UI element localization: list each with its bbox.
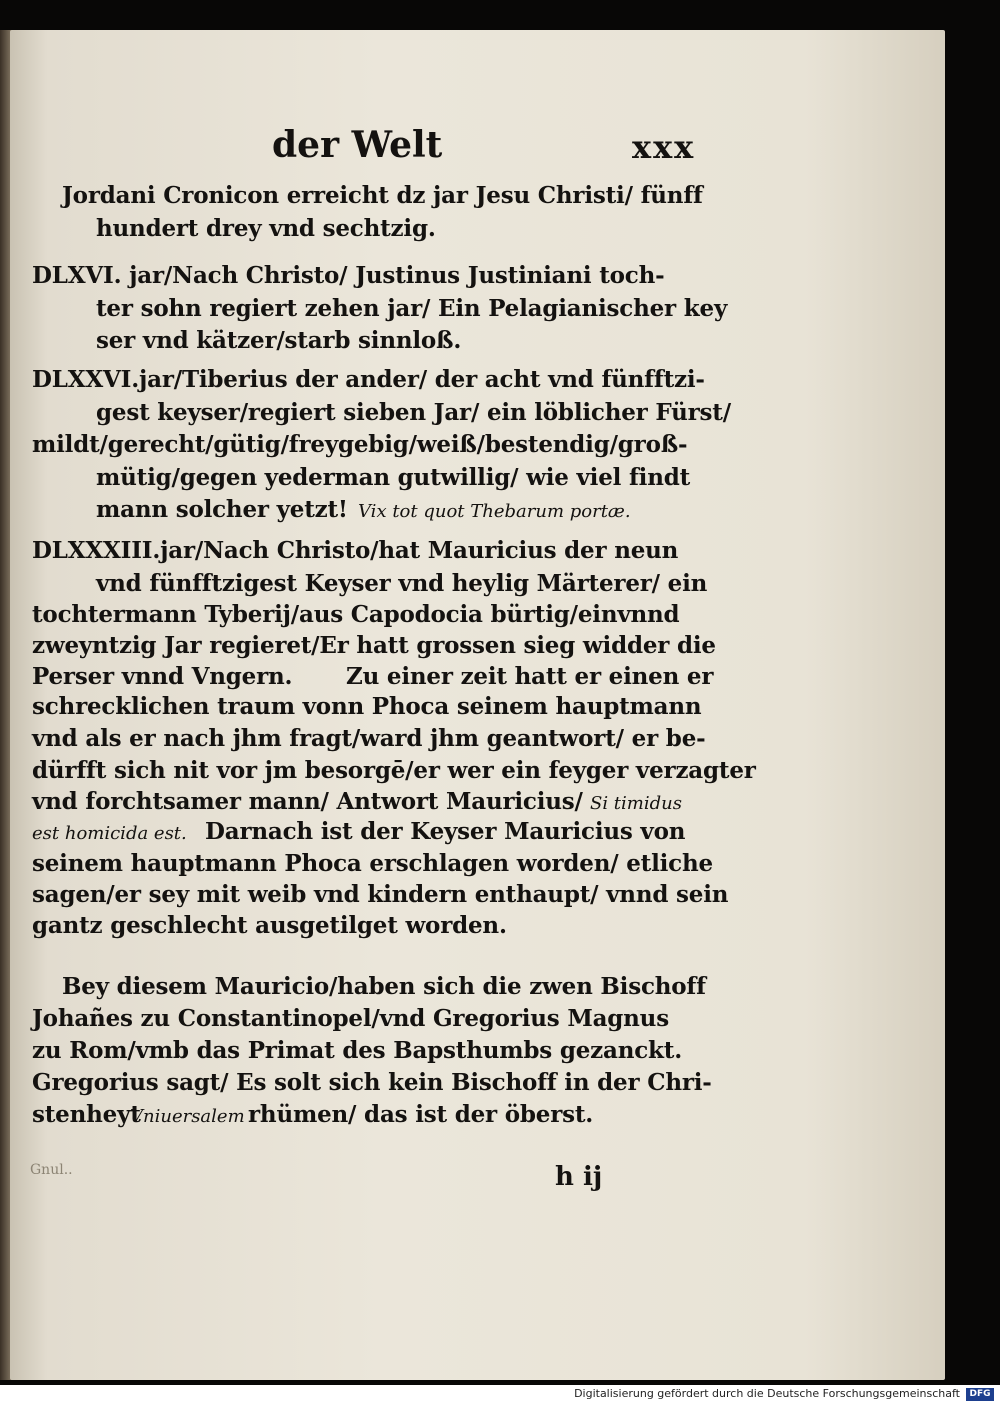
- footer-credit: Digitalisierung gefördert durch die Deutsche Forschungsgemeinschaft: [574, 1387, 960, 1400]
- text-line: schrecklichen traum vonn Phoca seinem hauptmann: [32, 693, 702, 720]
- text-line: zu Rom/vmb das Primat des Bapsthumbs gezanckt.: [32, 1037, 682, 1064]
- signature-mark: h ij: [555, 1162, 603, 1192]
- text-line: mann solcher yetzt!: [96, 496, 348, 523]
- text-line: vnd forchtsamer mann/ Antwort Mauricius/: [32, 788, 583, 815]
- text-line: Darnach ist der Keyser Mauricius von: [205, 818, 686, 845]
- text-line: dürfft sich nit vor jm besorgē/er wer ein feyger verzagter: [32, 757, 756, 784]
- text-line: ser vnd kätzer/starb sinnloß.: [96, 327, 462, 354]
- text-line: Bey diesem Mauricio/haben sich die zwen Bischoff: [62, 973, 706, 1000]
- latin-quote: est homicida est.: [32, 823, 187, 844]
- folio-number: xxx: [632, 128, 696, 166]
- text-line: stenheyt: [32, 1101, 141, 1128]
- text-line: DLXVI. jar/Nach Christo/ Justinus Justiniani toch-: [32, 262, 665, 289]
- text-line: sagen/er sey mit weib vnd kindern enthaupt/ vnnd sein: [32, 881, 729, 908]
- text-line: Jordani Cronicon erreicht dz jar Jesu Christi/ fünff: [62, 182, 703, 209]
- text-line: hundert drey vnd sechtzig.: [96, 215, 436, 242]
- text-line: mütig/gegen yederman gutwillig/ wie viel findt: [96, 464, 691, 491]
- text-line: gest keyser/regiert sieben Jar/ ein löblicher Fürst/: [96, 399, 731, 426]
- text-line: mildt/gerecht/gütig/freygebig/weiß/bestendig/groß-: [32, 431, 688, 458]
- text-line: seinem hauptmann Phoca erschlagen worden/ etliche: [32, 850, 713, 877]
- text-line: Johañes zu Constantinopel/vnd Gregorius Magnus: [32, 1005, 669, 1032]
- text-line: vnd als er nach jhm fragt/ward jhm geantwort/ er be-: [32, 725, 706, 752]
- running-header-title: der Welt: [272, 124, 443, 166]
- latin-quote: Si timidus: [590, 793, 682, 814]
- latin-quote: Vniuersalem: [130, 1106, 245, 1127]
- latin-quote: Vix tot quot Thebarum portæ.: [358, 501, 631, 522]
- text-line: Gregorius sagt/ Es solt sich kein Bischoff in der Chri-: [32, 1069, 712, 1096]
- text-line: DLXXVI.jar/Tiberius der ander/ der acht vnd fünfftzi-: [32, 366, 705, 393]
- text-line: zweyntzig Jar regieret/Er hatt grossen sieg widder die: [32, 632, 716, 659]
- text-line: gantz geschlecht ausgetilget worden.: [32, 912, 507, 939]
- dfg-logo: DFG: [966, 1388, 994, 1401]
- text-line: Perser vnnd Vngern.: [32, 663, 293, 690]
- text-line: Zu einer zeit hatt er einen er: [346, 663, 714, 690]
- text-line: DLXXXIII.jar/Nach Christo/hat Mauricius der neun: [32, 537, 679, 564]
- text-line: rhümen/ das ist der öberst.: [248, 1101, 594, 1128]
- text-line: tochtermann Tyberij/aus Capodocia bürtig/einvnnd: [32, 601, 680, 628]
- text-line: ter sohn regiert zehen jar/ Ein Pelagianischer key: [96, 295, 728, 322]
- text-line: vnd fünfftzigest Keyser vnd heylig Märterer/ ein: [96, 570, 708, 597]
- faded-catchword: Gnul..: [30, 1162, 73, 1178]
- footer-bar: [0, 1385, 1000, 1404]
